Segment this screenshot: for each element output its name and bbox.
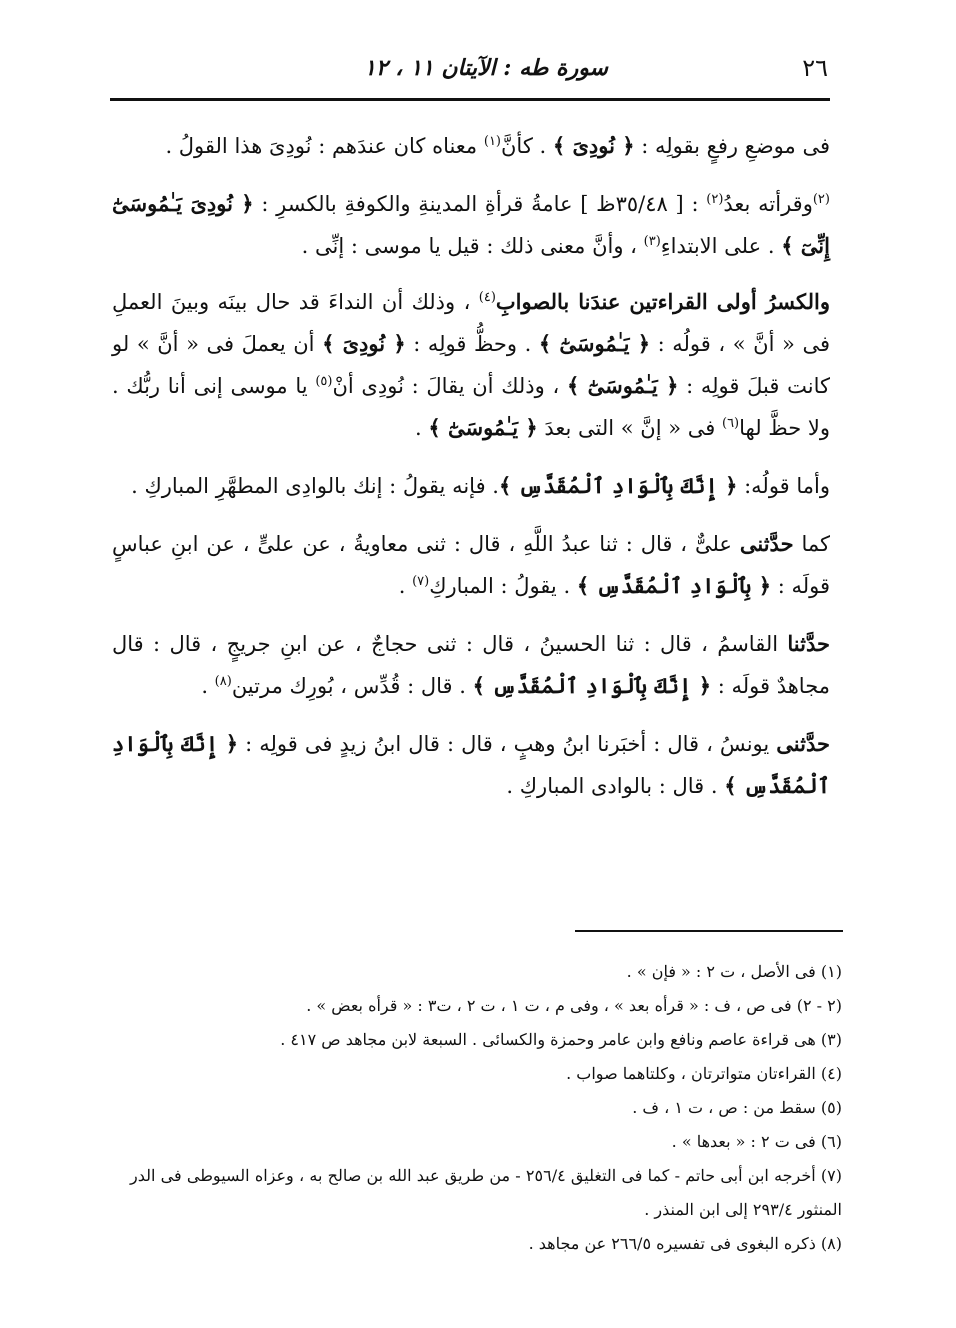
page-header: [110, 48, 828, 92]
bold-phrase: والكسرُ أولى القراءتين عندَنا بالصوابِ: [495, 289, 830, 314]
footnote-separator: [575, 930, 843, 932]
text: . كأنَّ: [501, 134, 553, 158]
quran-quote: ﴿ يَـٰمُوسَىٰٓ ﴾: [567, 373, 679, 398]
footnote: (٨) ذكره البغوى فى تفسيره ٢٦٦/٥ عن مجاهد .: [528, 1234, 842, 1253]
paragraph-4: [112, 465, 830, 507]
paragraph-6: [112, 623, 830, 707]
quran-quote: ﴿ إِنَّكَ بِٱلْوَادِ ٱلْمُقَدَّسِ ﴾: [498, 473, 738, 498]
footnote: (٤) القراءتان متواترتان ، وكلتاهما صواب .: [566, 1064, 842, 1083]
footnote-ref: (٨): [214, 674, 232, 689]
text: أن يعملَ فى « أنَّ » لو كانت قبلَ قولِه :: [112, 332, 830, 398]
quran-quote: ﴿ نُودِىَ ﴾: [552, 133, 635, 158]
hadith-keyword: حدَّثنا: [787, 631, 830, 656]
text: وأما قولُه:: [737, 474, 830, 498]
page-number: ٢٦: [802, 54, 828, 82]
paragraph-2: [112, 183, 830, 267]
main-text: [112, 125, 830, 823]
text: : [ ٣٥/٤٨ظ ] عامةُ قرأةِ المدينةِ والكوفةِ بالكسرِ :: [253, 192, 707, 216]
running-title: سورة طه : الآيتان ١١ ، ١٢: [364, 55, 608, 81]
text: . قال : قُدِّس ، بُورِك مرتين: [231, 674, 473, 698]
footnote-ref: (٥): [315, 374, 333, 389]
footnote-ref: (٤): [478, 290, 496, 305]
footnote: (٥) سقط من : ص ، ت ١ ، ف .: [632, 1098, 842, 1117]
text: كما: [793, 532, 830, 556]
text: ، وذلك أن النداءَ قد حال بينَه وبينَ العملِ فى « أنَّ » ، قولُه :: [112, 290, 830, 356]
quran-quote: ﴿ نُودِىَ ﴾: [322, 331, 406, 356]
footnote-ref: (٢): [706, 192, 724, 207]
text: .: [398, 574, 413, 598]
hadith-keyword: حدَّثنى: [739, 531, 794, 556]
paragraph-3: [112, 281, 830, 449]
footnote-ref: (١): [483, 134, 501, 149]
text: القاسمُ ، قال : ثنا الحسينُ ، قال : ثنى حجاجٌ ، عن ابنِ جريجٍ ، قال : قال مجاهدٌ قولَه :: [112, 632, 830, 698]
text: . قال : بالوادى المباركِ .: [506, 774, 725, 798]
text: يا موسى إنى أنا ربُّك . ولا حظَّ لها: [112, 374, 830, 440]
header-rule: [110, 98, 830, 101]
text: . يقولُ : المباركِ: [429, 574, 577, 598]
footnote-ref: (٢): [812, 192, 830, 207]
footnote-ref: (٦): [721, 416, 740, 431]
footnote: (٦) فى ت ٢ : « بعدها » .: [671, 1132, 842, 1151]
footnote-ref: (٣): [643, 234, 661, 249]
text: .: [201, 674, 215, 698]
footnote: (٣) هى قراءة عاصم ونافع وابن عامر وحمزة والكسائى . السبعة لابن مجاهد ص ٤١٧ .: [280, 1030, 842, 1049]
quran-quote: ﴿ يَـٰمُوسَىٰٓ ﴾: [428, 415, 538, 440]
quran-quote: ﴿ يَـٰمُوسَىٰٓ ﴾: [538, 331, 651, 356]
paragraph-5: [112, 523, 830, 607]
footnotes: [130, 955, 842, 1261]
text: معناه كان عندَهم : نُودِىَ هذا القولُ .: [165, 134, 484, 158]
quran-quote: ﴿ إِنَّكَ بِٱلْوَادِ ٱلْمُقَدَّسِ ﴾: [112, 731, 830, 798]
text: ، وذلك أن يقالَ : نُودِى أنْ: [332, 374, 567, 398]
text: . على الابتداءِ: [660, 234, 782, 258]
paragraph-1: [112, 125, 830, 167]
paragraph-7: [112, 723, 830, 807]
text: يونسُ ، قال : أخبَرنا ابنُ وهبٍ ، قال : قال ابنُ زيدٍ فى قولِه :: [238, 732, 777, 756]
footnote-ref: (٧): [412, 574, 430, 589]
quran-quote: ﴿ نُودِىَ يَـٰمُوسَىٰٓ إِنِّىٓ ﴾: [112, 191, 830, 258]
quran-quote: ﴿ إِنَّكَ بِٱلْوَادِ ٱلْمُقَدَّسِ ﴾: [472, 673, 712, 698]
text: . فإنه يقولُ : إنك بالوادِى المطهَّرِ المباركِ .: [131, 474, 499, 498]
text: فى « إنَّ » التى بعدَ: [537, 416, 722, 440]
footnote: (٧) أخرجه ابن أبى حاتم - كما فى التغليق ٢٥٦/٤ - من طريق عبد الله بن صالح به ، وعزاه السيوطى فى الدر المنثور ٢٩٣/٤ إلى ابن المنذر .: [130, 1166, 843, 1219]
text: ، وأنَّ معنى ذلك : قيل يا موسى : إنِّى .: [301, 234, 644, 258]
hadith-keyword: حدَّثنى: [776, 731, 830, 756]
footnote: (١) فى الأصل ، ت ٢ : « فإن » .: [626, 962, 842, 981]
text: فى موضعِ رفعٍ بقولِه :: [634, 134, 830, 158]
text: .: [415, 416, 429, 440]
quran-quote: ﴿ بِٱلْوَادِ ٱلْمُقَدَّسِ ﴾: [576, 573, 772, 598]
text: . وحظُّ قولِه :: [405, 332, 539, 356]
footnote: (٢ - ٢) فى ص ، ف : « قرأه بعد » ، وفى م ، ت ١ ، ت ٢ ، ت٣ : « قرأه بعض » .: [306, 996, 842, 1015]
text: وقرأته بعدُ: [723, 192, 813, 216]
text: علىٌّ ، قال : ثنا عبدُ اللَّهِ ، قال : ثنى معاويةُ ، عن علىٍّ ، عن ابنِ عباسٍ قولَه :: [112, 532, 830, 598]
